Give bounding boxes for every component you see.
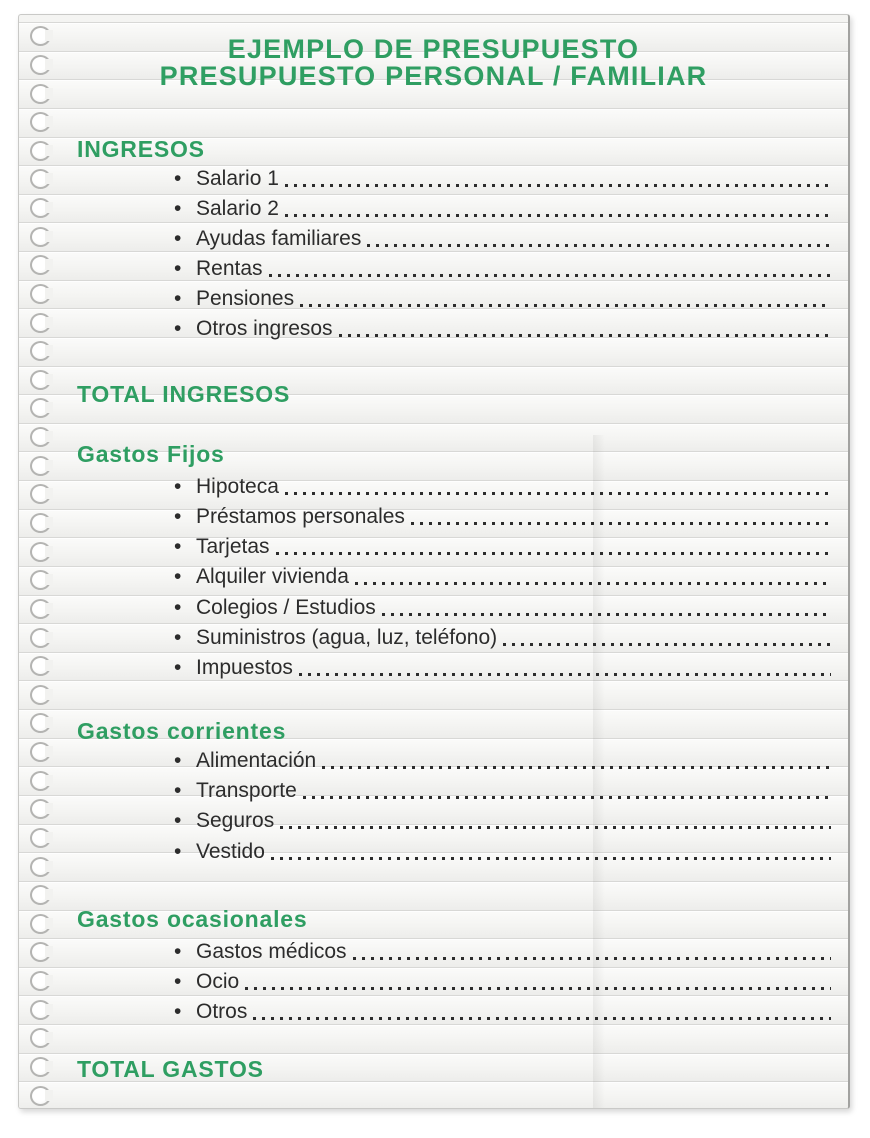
budget-line-item	[174, 653, 831, 683]
item-label: Salario 1	[196, 167, 279, 190]
binder-hole-icon	[30, 857, 51, 877]
budget-line-item	[174, 997, 831, 1027]
budget-line-item	[174, 254, 831, 284]
binder-hole-icon	[30, 771, 51, 791]
bullet-icon: •	[174, 1000, 182, 1023]
binder-hole-icon	[30, 227, 51, 247]
section-heading-gastos-fijos: Gastos Fijos	[77, 441, 225, 467]
dotted-leader-line	[271, 857, 831, 860]
bullet-icon: •	[174, 596, 182, 619]
bullet-icon: •	[174, 970, 182, 993]
item-label: Impuestos	[196, 656, 293, 679]
dotted-leader-line	[303, 796, 831, 799]
item-label: Suministros (agua, luz, teléfono)	[196, 626, 498, 649]
bullet-icon: •	[174, 840, 182, 863]
item-label: Gastos médicos	[196, 940, 347, 963]
budget-line-item	[174, 967, 831, 997]
binder-hole-icon	[30, 1000, 51, 1020]
binder-hole-icon	[30, 513, 51, 533]
dotted-leader-line	[276, 552, 831, 555]
budget-line-item	[174, 937, 831, 967]
section-heading-total-gastos: TOTAL GASTOS	[77, 1056, 264, 1082]
budget-line-item	[174, 746, 831, 776]
section-heading-gastos-corrientes: Gastos corrientes	[77, 718, 287, 744]
binder-hole-icon	[30, 198, 51, 218]
binder-hole-icon	[30, 1086, 51, 1106]
budget-line-item	[174, 164, 831, 194]
dotted-leader-line	[285, 492, 831, 495]
budget-line-item	[174, 194, 831, 224]
ruled-line-band	[19, 1081, 848, 1109]
item-label: Alimentación	[196, 749, 317, 772]
ruled-line-band	[19, 1024, 848, 1053]
item-label: Pensiones	[196, 287, 295, 310]
title-line-2: PRESUPUESTO PERSONAL / FAMILIAR	[159, 61, 708, 91]
binder-hole-icon	[30, 971, 51, 991]
notebook-page	[18, 14, 850, 1109]
dotted-leader-line	[353, 957, 831, 960]
dotted-leader-line	[299, 673, 831, 676]
budget-line-item	[174, 562, 831, 592]
binder-hole-icon	[30, 284, 51, 304]
ruled-line-band	[19, 680, 848, 709]
budget-line-item	[174, 284, 831, 314]
dotted-leader-line	[367, 244, 831, 247]
dotted-leader-line	[382, 613, 831, 616]
dotted-leader-line	[285, 184, 831, 187]
bullet-icon: •	[174, 656, 182, 679]
bullet-icon: •	[174, 505, 182, 528]
item-label: Colegios / Estudios	[196, 596, 376, 619]
budget-line-item	[174, 806, 831, 836]
binder-hole-icon	[30, 914, 51, 934]
item-label: Ayudas familiares	[196, 227, 362, 250]
bullet-icon: •	[174, 626, 182, 649]
item-label: Rentas	[196, 257, 263, 280]
bullet-icon: •	[174, 475, 182, 498]
bullet-icon: •	[174, 257, 182, 280]
dotted-leader-line	[285, 214, 831, 217]
bullet-icon: •	[174, 317, 182, 340]
item-label: Hipoteca	[196, 475, 279, 498]
bullet-icon: •	[174, 227, 182, 250]
binder-hole-icon	[30, 828, 51, 848]
budget-line-item	[174, 314, 831, 344]
binder-hole-icon	[30, 141, 51, 161]
dotted-leader-line	[280, 826, 831, 829]
dotted-leader-line	[245, 987, 831, 990]
section-heading-total-ingresos: TOTAL INGRESOS	[77, 381, 291, 407]
dotted-leader-line	[339, 334, 831, 337]
budget-line-item	[174, 224, 831, 254]
bullet-icon: •	[174, 749, 182, 772]
bullet-icon: •	[174, 167, 182, 190]
binder-hole-icon	[30, 370, 51, 390]
binder-hole-icon	[30, 427, 51, 447]
bullet-icon: •	[174, 940, 182, 963]
budget-line-item	[174, 472, 831, 502]
dotted-leader-line	[503, 643, 831, 646]
bullet-icon: •	[174, 779, 182, 802]
item-label: Alquiler vivienda	[196, 565, 349, 588]
dotted-leader-line	[411, 522, 831, 525]
ruled-line-band	[19, 108, 848, 137]
binder-hole-icon	[30, 599, 51, 619]
budget-line-item	[174, 502, 831, 532]
binder-hole-icon	[30, 685, 51, 705]
binder-hole-icon	[30, 313, 51, 333]
item-label: Transporte	[196, 779, 297, 802]
item-label: Otros	[196, 1000, 248, 1023]
binder-hole-icon	[30, 742, 51, 762]
document-title	[19, 36, 848, 90]
item-label: Salario 2	[196, 197, 279, 220]
item-label: Tarjetas	[196, 535, 270, 558]
section-heading-ingresos: INGRESOS	[77, 136, 205, 162]
bullet-icon: •	[174, 197, 182, 220]
item-label: Ocio	[196, 970, 240, 993]
item-label: Seguros	[196, 809, 275, 832]
item-label: Préstamos personales	[196, 505, 405, 528]
binder-hole-icon	[30, 456, 51, 476]
binder-hole-icon	[30, 1057, 51, 1077]
dotted-leader-line	[253, 1017, 831, 1020]
title-line-1: EJEMPLO DE PRESUPUESTO	[227, 34, 640, 64]
budget-line-item	[174, 593, 831, 623]
dotted-leader-line	[322, 766, 831, 769]
dotted-leader-line	[355, 582, 831, 585]
binder-hole-icon	[30, 628, 51, 648]
budget-line-item	[174, 837, 831, 867]
bullet-icon: •	[174, 809, 182, 832]
section-heading-gastos-ocasionales: Gastos ocasionales	[77, 906, 308, 932]
item-label: Vestido	[196, 840, 265, 863]
binder-hole-icon	[30, 542, 51, 562]
budget-line-item	[174, 776, 831, 806]
bullet-icon: •	[174, 565, 182, 588]
bullet-icon: •	[174, 287, 182, 310]
dotted-leader-line	[300, 304, 831, 307]
dotted-leader-line	[269, 274, 831, 277]
budget-line-item	[174, 532, 831, 562]
budget-line-item	[174, 623, 831, 653]
item-label: Otros ingresos	[196, 317, 333, 340]
bullet-icon: •	[174, 535, 182, 558]
